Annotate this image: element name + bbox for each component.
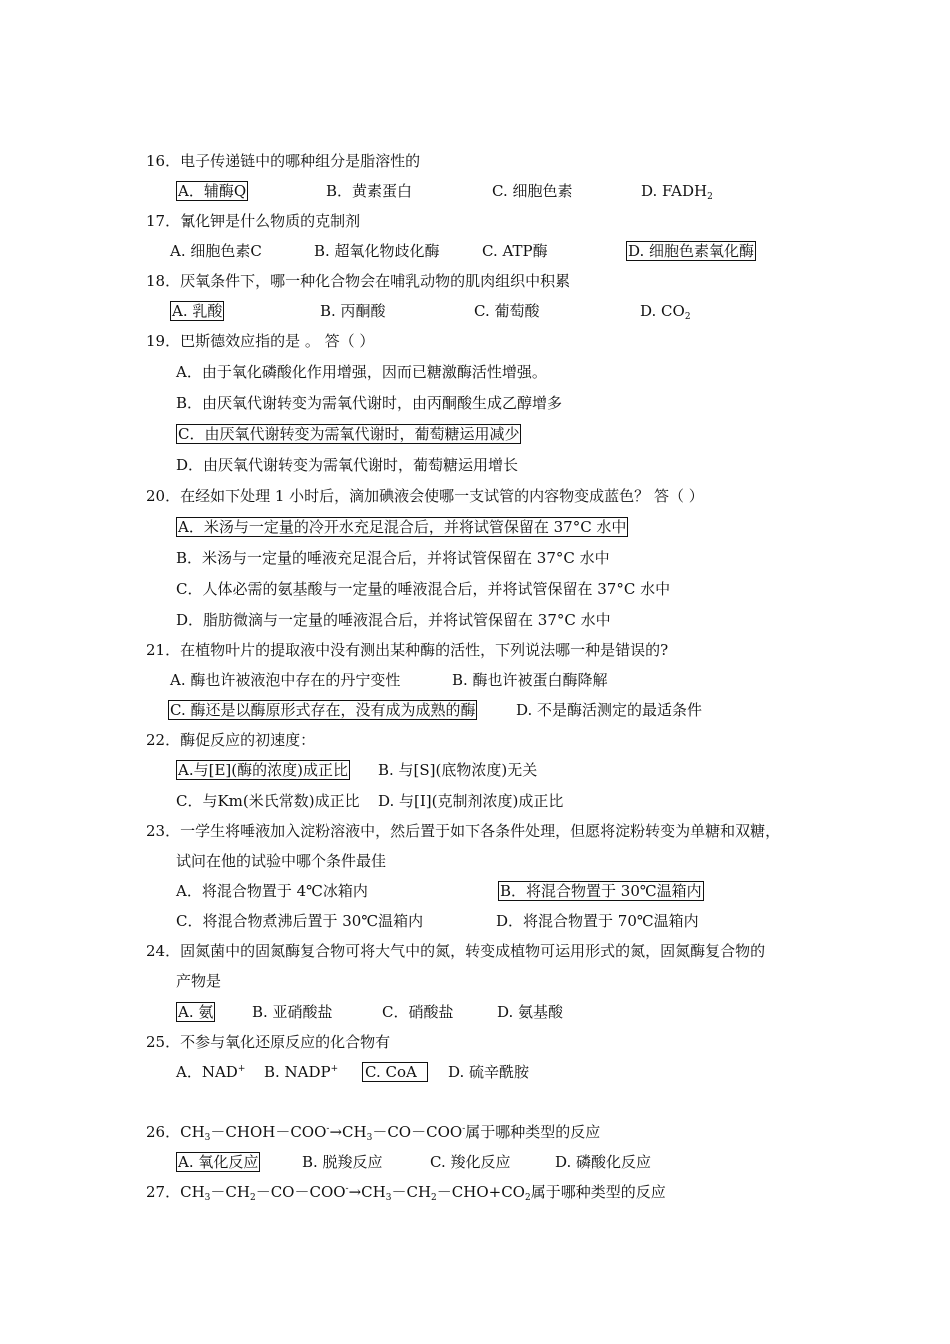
- q20-stem: 20．在经如下处理 1 小时后，滴加碘液会使哪一支试管的内容物变成蓝色？ 答（ ）: [146, 487, 704, 505]
- q23-option-b-answer: B．将混合物置于 30℃温箱内: [500, 882, 702, 900]
- q19-option-d: D．由厌氧代谢转变为需氧代谢时，葡萄糖运用增长: [176, 456, 519, 474]
- q18-option-c: C. 葡萄酸: [474, 302, 540, 320]
- q18-stem: 18．厌氧条件下，哪一种化合物会在哺乳动物的肌肉组织中积累: [146, 272, 571, 290]
- q20-option-a-answer: A．米汤与一定量的冷开水充足混合后，并将试管保留在 37°C 水中: [178, 518, 627, 536]
- q24-option-c: C．硝酸盐: [382, 1003, 454, 1021]
- q24-stem: 24．固氮菌中的固氮酶复合物可将大气中的氮，转变成植物可运用形式的氮，固氮酶复合物的: [146, 942, 766, 960]
- q27-stem: 27．$CH_3-CH_2-CO-COO^-\to CH_3-CH_2-CHO+CO_2$属于哪种类型的反应: [146, 1183, 666, 1203]
- q23-option-a: A．将混合物置于 4℃冰箱内: [176, 882, 368, 900]
- q20-option-d: D．脂肪微滴与一定量的唾液混合后，并将试管保留在 37°C 水中: [176, 611, 611, 629]
- q16-option-c: C. 细胞色素: [492, 182, 573, 200]
- q24-option-d: D. 氨基酸: [497, 1003, 564, 1021]
- q26-stem: 26．$CH_3-CHOH-COO^-\to CH_3-CO-COO^-$属于哪种类型的反应: [146, 1123, 601, 1143]
- q23-stem-continued: 试问在他的试验中哪个条件最佳: [176, 852, 387, 870]
- q17-option-a: A. 细胞色素C: [170, 242, 262, 260]
- q23-option-d: D．将混合物置于 70℃温箱内: [496, 912, 699, 930]
- q16-option-b: B．黄素蛋白: [326, 182, 413, 200]
- q18-option-b: B. 丙酮酸: [320, 302, 386, 320]
- q24-option-b: B. 亚硝酸盐: [252, 1003, 333, 1021]
- q18-option-d: D. $CO_2$: [640, 302, 691, 322]
- q18-option-a-answer: A. 乳酸: [172, 302, 223, 320]
- q26-option-c: C. 羧化反应: [430, 1153, 511, 1171]
- q21-stem: 21．在植物叶片的提取液中没有测出某种酶的活性，下列说法哪一种是错误的?: [146, 641, 669, 659]
- q19-stem: 19．巴斯德效应指的是 。 答（ ）: [146, 332, 375, 350]
- q26-option-b: B. 脱羧反应: [302, 1153, 383, 1171]
- q26-option-d: D. 磷酸化反应: [555, 1153, 652, 1171]
- q19-option-b: B．由厌氧代谢转变为需氧代谢时，由丙酮酸生成乙醇增多: [176, 394, 563, 412]
- q22-stem: 22．酶促反应的初速度：: [146, 731, 316, 749]
- q22-option-c: C．与Km(米氏常数)成正比: [176, 792, 360, 810]
- q22-option-d: D. 与[I](克制剂浓度)成正比: [378, 792, 564, 810]
- q23-option-c: C．将混合物煮沸后置于 30℃温箱内: [176, 912, 424, 930]
- q25-option-d: D. 硫辛酰胺: [448, 1063, 530, 1081]
- q20-option-c: C．人体必需的氨基酸与一定量的唾液混合后，并将试管保留在 37°C 水中: [176, 580, 671, 598]
- q16-option-d: D. $FADH_2$: [641, 182, 713, 202]
- q16-option-a-answer: A．辅酶Q: [178, 182, 247, 200]
- q17-option-c: C. ATP酶: [482, 242, 548, 260]
- q24-stem-continued: 产物是: [176, 972, 222, 990]
- q17-option-d-answer: D. 细胞色素氧化酶: [628, 242, 755, 260]
- q21-option-a: A. 酶也许被液泡中存在的丹宁变性: [170, 671, 401, 689]
- q25-option-a: A．NAD+: [176, 1063, 246, 1081]
- q24-option-a-answer: A. 氨: [178, 1003, 214, 1021]
- q25-option-c-answer: C. CoA: [362, 1062, 428, 1082]
- q22-option-a-answer: A.与[E](酶的浓度)成正比: [178, 761, 348, 779]
- q25-option-b: B. NADP+: [264, 1063, 339, 1081]
- q25-stem: 25．不参与氧化还原反应的化合物有: [146, 1033, 391, 1051]
- q17-option-b: B. 超氧化物歧化酶: [314, 242, 440, 260]
- q21-option-c-answer: C. 酶还是以酶原形式存在，没有成为成熟的酶: [170, 701, 476, 719]
- q20-option-b: B．米汤与一定量的唾液充足混合后，并将试管保留在 37°C 水中: [176, 549, 610, 567]
- q23-stem: 23．一学生将唾液加入淀粉溶液中，然后置于如下各条件处理，但愿将淀粉转变为单糖和双糖，: [146, 822, 781, 840]
- q16-stem: 16．电子传递链中的哪种组分是脂溶性的: [146, 152, 421, 170]
- q19-option-c-answer: C．由厌氧代谢转变为需氧代谢时，葡萄糖运用减少: [178, 425, 520, 443]
- q19-option-a: A．由于氧化磷酸化作用增强，因而已糖激酶活性增强。: [176, 363, 547, 381]
- q26-option-a-answer: A. 氧化反应: [178, 1153, 259, 1171]
- q21-option-d: D. 不是酶活测定的最适条件: [516, 701, 703, 719]
- q17-stem: 17．氰化钾是什么物质的克制剂: [146, 212, 361, 230]
- q22-option-b: B. 与[S](底物浓度)无关: [378, 761, 538, 779]
- q21-option-b: B. 酶也许被蛋白酶降解: [452, 671, 608, 689]
